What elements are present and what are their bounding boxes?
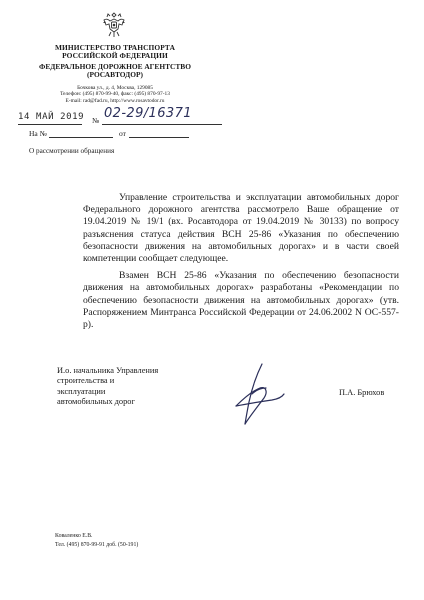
reference-line	[29, 129, 229, 141]
letter-subject: О рассмотрении обращения	[29, 147, 115, 155]
handwritten-registration-number: 02-29/16371	[104, 106, 192, 121]
reference-underline	[49, 137, 113, 138]
body-paragraph-1: Управление строительства и эксплуатации автомобильных дорог Федерального дорожного агентства рассмотрело Ваше обращение от 19.04.2019 № 19/1 (вх. Росавтодора от 19.04.2019 № 30133) по вопросу разъяснения статуса действия ВСН 25-86 «Указания по обеспечению безопасности движения на автомобильных дорогах» и в части своей компетенции сообщает следующее.	[83, 192, 399, 265]
date-underline	[18, 124, 82, 125]
signatory-title-line2: строительства и	[57, 376, 115, 386]
reference-label: На №	[29, 129, 47, 138]
russian-coat-of-arms-icon	[101, 10, 127, 40]
signatory-title-line4: автомобильных дорог	[57, 397, 135, 407]
handwritten-signature	[222, 358, 292, 428]
executor-name: Коваленко Е.В.	[55, 533, 93, 539]
ministry-name-line2: РОССИЙСКОЙ ФЕДЕРАЦИИ	[62, 51, 168, 61]
number-underline	[102, 124, 222, 125]
executor-phone: Тел. (495) 870-99-91 доб. (50-191)	[55, 542, 139, 549]
agency-email: E-mail: rad@fad.ru, http://www.rosavtodor.ru	[65, 97, 165, 104]
signatory-title	[57, 366, 187, 408]
executor-info	[55, 532, 138, 551]
ministry-name: МИНИСТЕРСТВО ТРАНСПОРТА	[54, 43, 176, 52]
agency-phone: Телефон: (495) 870-99-40, факс: (495) 870-97-13	[60, 91, 170, 98]
body-paragraph-2: Взамен ВСН 25-86 «Указания по обеспечению безопасности движения на автомобильных дорогах» разработаны «Рекомендации по обеспечению безопасности движения на автомобильных дорогах» (утв. Распоряжением Минтранса Российской Федерации от 24.06.2002 N ОС-557-р).	[83, 270, 399, 331]
number-label: №	[92, 116, 100, 125]
letterhead	[20, 44, 210, 104]
registration-line	[18, 106, 228, 126]
agency-address: Бочкова ул., д. 4, Москва, 129085	[77, 84, 153, 91]
signatory-title-line3: эксплуатации	[57, 386, 106, 396]
signatory-name: П.А. Брюхов	[339, 388, 385, 397]
reference-date-label: от	[119, 129, 126, 138]
agency-contacts	[20, 85, 210, 105]
letter-body	[83, 192, 399, 336]
agency-abbreviation: (РОСАВТОДОР)	[87, 70, 143, 80]
agency-name: ФЕДЕРАЛЬНОЕ ДОРОЖНОЕ АГЕНТСТВО	[39, 61, 191, 71]
reference-date-underline	[129, 137, 189, 138]
date-stamp: 14 МАЙ 2019	[18, 112, 85, 122]
signatory-title-line1: И.о. начальника Управления	[57, 366, 159, 375]
